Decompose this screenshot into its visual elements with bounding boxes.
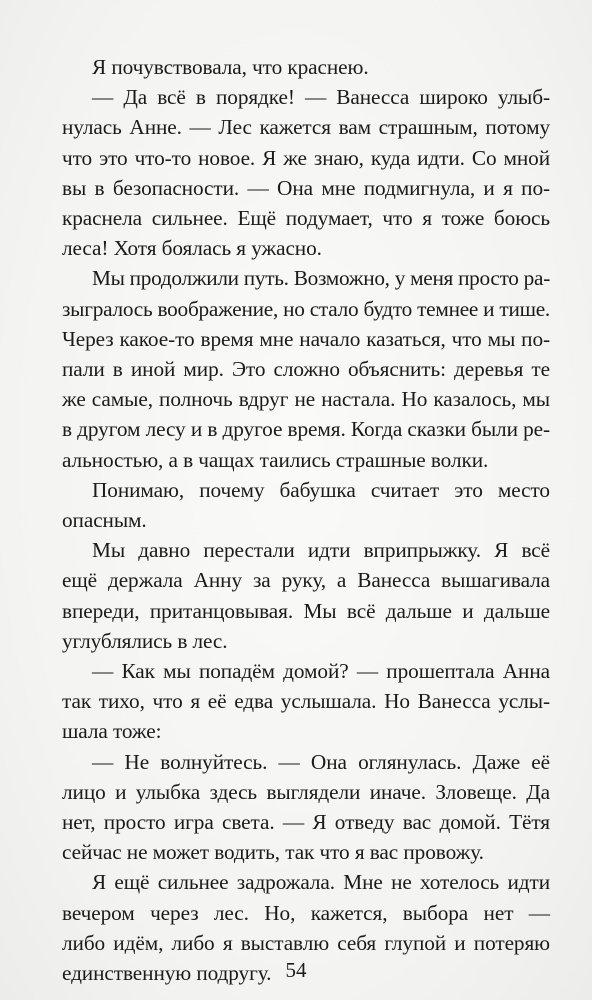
page-number: 54 [285, 958, 307, 982]
text-line: пали в иной мир. Это сложно объяснить: деревья те [62, 357, 550, 382]
text-line: Мы давно перестали идти вприпрыжку. Я всё [92, 538, 550, 563]
text-line: лицо и улыбка здесь выглядели иначе. Зловеще. Да [62, 779, 550, 804]
text-line: краснела сильнее. Ещё подумает, что я тоже боюсь [62, 206, 550, 231]
text-line: Через какое-то время мне начало казаться, что мы по- [62, 326, 550, 351]
text-line: нулась Анне. — Лес кажется вам страшным, потому [62, 115, 550, 140]
text-line: зыгралось воображение, но стало будто темнее и тише. [62, 296, 550, 321]
text-line: либо идём, либо я выставлю себя глупой и потеряю [62, 930, 550, 955]
text-line: Я почувствовала, что краснею. [92, 55, 369, 79]
paragraph [62, 263, 550, 474]
text-line: Я ещё сильнее задрожала. Мне не хотелось идти [92, 870, 550, 895]
text-line: единственную подругу. [62, 961, 272, 986]
text-line: сейчас не может водить, так что я вас провожу. [62, 840, 484, 865]
paragraph [62, 475, 550, 535]
paragraph [62, 52, 550, 82]
text-line: что это что-то новое. Я же знаю, куда идти. Со мной [62, 145, 550, 170]
text-line: Понимаю, почему бабушка считает это место [92, 477, 550, 502]
text-line: углублялись в лес. [62, 628, 228, 653]
text-line: опасным. [62, 508, 147, 533]
text-line: вы в безопасности. — Она мне подмигнула, и я по- [62, 175, 550, 200]
paragraph [62, 747, 550, 868]
text-line: так тихо, что я её едва услышала. Но Ванесса услы- [62, 689, 550, 714]
text-line: — Не волнуйтесь. — Она оглянулась. Даже её [92, 749, 550, 774]
text-line: Мы продолжили путь. Возможно, у меня просто ра- [92, 266, 550, 291]
text-line: шала тоже: [62, 719, 162, 744]
body-text [62, 52, 550, 988]
text-line: леса! Хотя боялась я ужасно. [62, 236, 322, 261]
text-line: в другом лесу и в другое время. Когда сказки были ре- [62, 417, 550, 442]
text-line: впереди, пританцовывая. Мы всё дальше и дальше [62, 598, 550, 623]
text-line: нет, просто игра света. — Я отведу вас домой. Тётя [62, 810, 550, 835]
text-line: — Да всё в порядке! — Ванесса широко улыб- [92, 85, 550, 110]
text-line: же самые, полночь вдруг не настала. Но казалось, мы [62, 387, 550, 412]
paragraph [62, 656, 550, 747]
text-line: вечером через лес. Но, кажется, выбора нет — [62, 900, 550, 925]
paragraph [62, 82, 550, 263]
text-line: — Как мы попадём домой? — прошептала Анна [92, 659, 550, 684]
paragraph [62, 535, 550, 656]
text-line: альностью, а в чащах таились страшные волки. [62, 447, 489, 472]
text-line: ещё держала Анну за руку, а Ванесса вышагивала [62, 568, 550, 593]
